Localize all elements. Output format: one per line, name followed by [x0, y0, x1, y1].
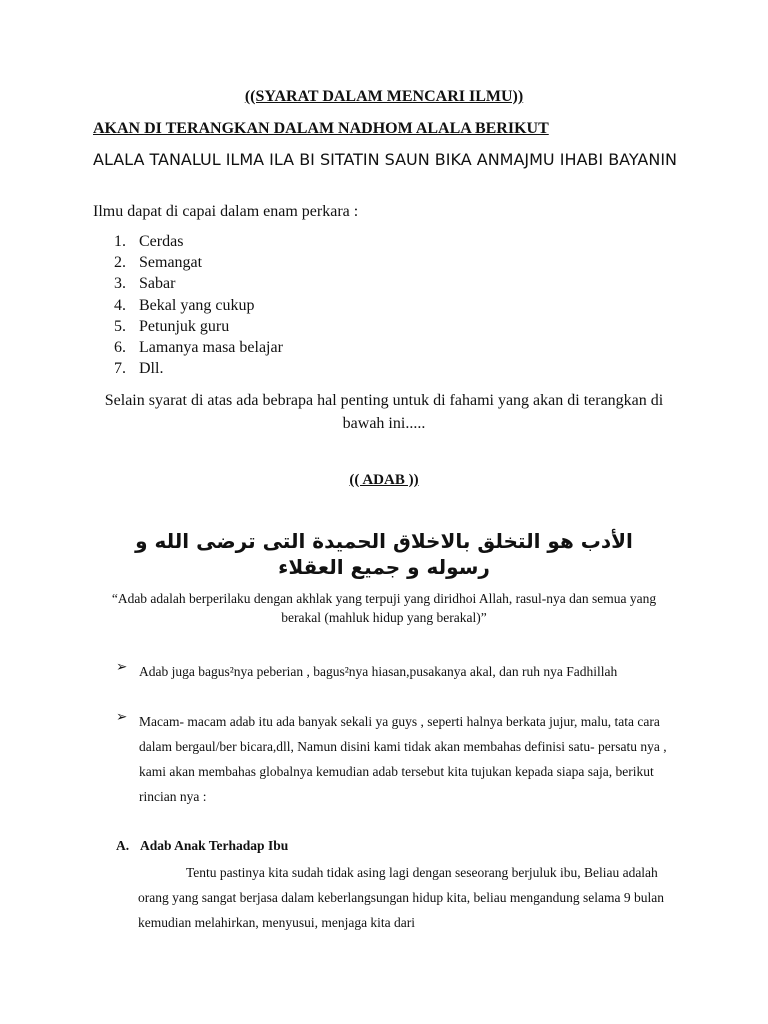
list-item [114, 252, 283, 273]
list-number: 6. [114, 338, 126, 356]
section-number: A. [116, 838, 130, 853]
list-number: 1. [114, 233, 126, 250]
arrow-bullet-icon: ➢ [116, 659, 128, 674]
document-title: ((SYARAT DALAM MENCARI ILMU)) [244, 88, 524, 105]
list-text: Semangat [139, 254, 203, 272]
list-number: 4. [114, 296, 126, 314]
bullet-text: Adab juga bagus²nya peberian , bagus²nya hiasan,pusakanya akal, dan ruh nya Fadhillah [139, 664, 618, 679]
list-text: Bekal yang cukup [139, 296, 255, 314]
nadhom-text: ALALA TANALUL ILMA ILA BI SITATIN SAUN BIKA ANMAJMU IHABI BAYANIN [93, 150, 678, 169]
list-text: Petunjuk guru [139, 317, 230, 335]
adab-heading: (( ADAB )) [349, 472, 419, 488]
syarat-list [114, 231, 283, 379]
arrow-bullet-icon: ➢ [116, 709, 128, 724]
list-number: 3. [114, 275, 126, 293]
list-item [114, 316, 283, 337]
list-item [114, 358, 283, 379]
list-item [114, 337, 283, 358]
list-text: Dll. [139, 360, 164, 378]
intro-text: Ilmu dapat di capai dalam enam perkara : [93, 203, 359, 220]
transition-text: Selain syarat di atas ada bebrapa hal penting untuk di fahami yang akan di terangkan di bawah ini..... [104, 392, 664, 432]
list-item [114, 295, 283, 316]
section-title: Adab Anak Terhadap Ibu [140, 838, 289, 853]
list-number: 7. [114, 360, 126, 378]
list-text: Lamanya masa belajar [139, 338, 283, 356]
list-item [114, 231, 283, 252]
list-text: Sabar [139, 275, 176, 293]
arabic-definition: الأدب هو التخلق بالاخلاق الحميدة التى ترضى الله و رسوله و جميع العقلاء [135, 529, 633, 579]
list-text: Cerdas [139, 233, 184, 250]
list-number: 5. [114, 317, 126, 335]
list-item [114, 273, 283, 294]
list-number: 2. [114, 254, 126, 272]
definition-quote: “Adab adalah berperilaku dengan akhlak yang terpuji yang diridhoi Allah, rasul-nya dan semua yang berakal (mahluk hidup yang berakal)” [111, 591, 657, 625]
bullet-text: Macam- macam adab itu ada banyak sekali ya guys , seperti halnya berkata jujur, malu, tata cara dalam bergaul/ber bicara,dll, Namun disini kami tidak akan membahas definisi satu- persatu nya , kami akan membahas globalnya kemudian adab tersebut kita tujukan kepada siapa saja, berikut rincian nya : [139, 714, 667, 804]
section-paragraph: Tentu pastinya kita sudah tidak asing lagi dengan seseorang berjuluk ibu, Beliau adalah orang yang sangat berjasa dalam keberlangsungan hidup kita, beliau mengandung selama 9 bulan kemudian melahirkan, menyusui, menjaga kita dari [138, 865, 664, 930]
document-subtitle: AKAN DI TERANGKAN DALAM NADHOM ALALA BERIKUT [93, 120, 549, 137]
